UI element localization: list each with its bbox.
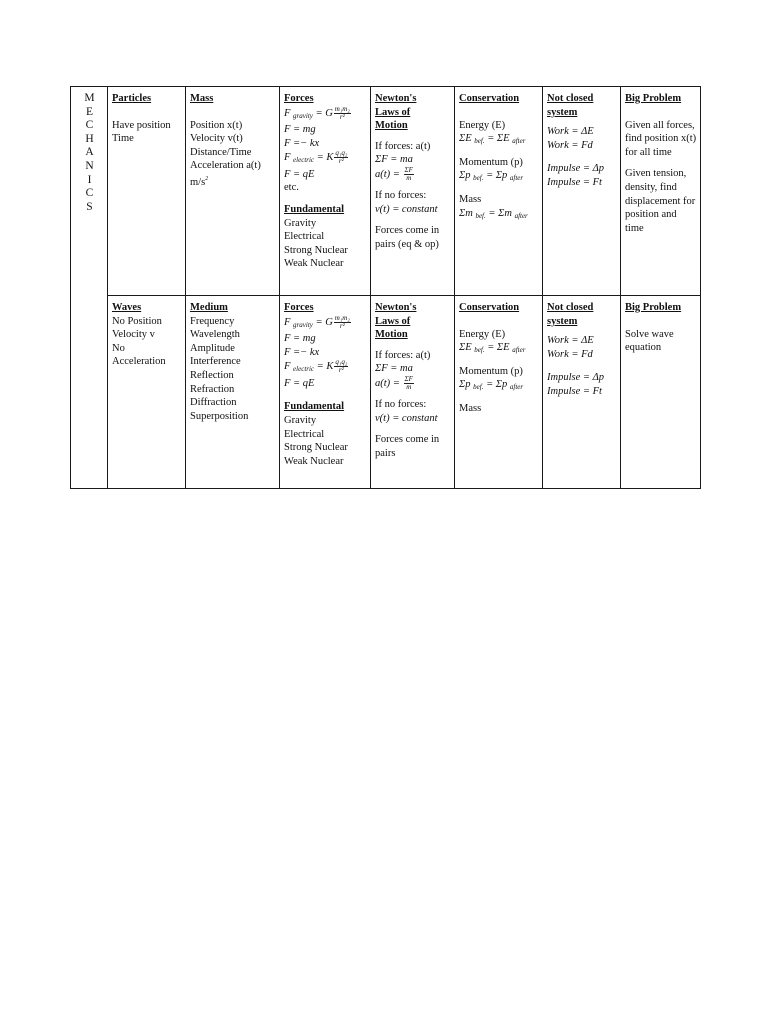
impulse-force-eq: Impulse = Ft — [547, 176, 602, 188]
big-problem-heading: Big Problem — [625, 302, 682, 313]
mass-line: Velocity v(t) — [190, 133, 243, 145]
big-problem-heading: Big Problem — [625, 93, 682, 104]
electric-force-eq: F $_{electric}$ = K $\frac{\text{q₁q₂}}{\text{r²}}$ — [284, 358, 348, 375]
conservation-heading: Conservation — [459, 93, 520, 104]
waves-cell — [108, 296, 186, 489]
fundamental-item: Weak Nuclear — [284, 258, 344, 270]
medium-line: Frequency — [190, 315, 235, 327]
waves-line: Acceleration — [112, 356, 166, 368]
fundamental-item: Weak Nuclear — [284, 455, 344, 467]
spring-eq: F =− kx — [284, 137, 320, 149]
medium-cell — [186, 296, 280, 489]
forces-cell — [280, 87, 371, 296]
energy-conservation-eq: ΣE $_{bef.}$ = ΣE $_{after}$ — [459, 342, 526, 355]
newton-second-law: ΣF = ma — [375, 154, 413, 166]
big-problem-text: Given tension, density, find displacement for position and time — [625, 168, 696, 234]
if-forces-text: If forces: a(t) — [375, 140, 431, 152]
not-closed-heading: Not closed — [547, 93, 594, 104]
mechanics-side-label — [71, 87, 108, 489]
energy-conservation-eq: ΣE $_{bef.}$ = ΣE $_{after}$ — [459, 133, 526, 146]
waves-row — [71, 296, 701, 489]
conservation-heading: Conservation — [459, 302, 520, 313]
particles-heading: Particles — [112, 93, 152, 104]
field-force-eq: F = qE — [284, 377, 315, 389]
conservation-cell — [455, 296, 543, 489]
newtons-laws-heading: Newton's — [375, 93, 417, 104]
forces-pairs-text: pairs (eq & op) — [375, 238, 439, 250]
field-force-eq: F = qE — [284, 168, 315, 180]
not-closed-system-cell: Not closed system Work = ΔE Work = Fd Impulse = Δp Impulse = Ft — [543, 87, 621, 296]
mass-cell — [186, 87, 280, 296]
work-energy-eq: Work = ΔE — [547, 335, 594, 347]
waves-line: No Position — [112, 315, 162, 327]
impulse-momentum-eq: Impulse = Δp — [547, 372, 604, 384]
waves-line: Velocity v — [112, 329, 155, 341]
fundamental-item: Electrical — [284, 231, 325, 243]
forces-heading: Forces — [284, 302, 314, 313]
big-problem-text: Given all forces, find position x(t) for all time — [625, 119, 697, 158]
newtons-laws-heading: Newton's — [375, 302, 417, 313]
forces-pairs-text: Forces come in — [375, 434, 440, 446]
medium-line: Reflection — [190, 369, 234, 381]
fundamental-item: Electrical — [284, 428, 325, 440]
momentum-conservation-eq: Σp $_{bef.}$ = Σp $_{after}$ — [459, 379, 524, 392]
weight-eq: F = mg — [284, 333, 316, 345]
medium-line: Amplitude — [190, 342, 235, 354]
work-energy-eq: Work = ΔE — [547, 126, 594, 138]
big-problem-cell — [621, 87, 701, 296]
not-closed-system-cell: Not closed system Work = ΔE Work = Fd Impulse = Δp Impulse = Ft — [543, 296, 621, 489]
mass-line: Distance/Time — [190, 146, 252, 158]
newtons-laws-cell: Newton's Laws of Motion If forces: a(t) ΣF = ma a(t) = $\frac{\Sigma F}{m}$ If no forces: v(t) = constant Forces come in pairs (eq & op) — [371, 87, 455, 296]
newton-second-law: ΣF = ma — [375, 363, 413, 375]
medium-heading: Medium — [190, 302, 228, 313]
forces-pairs-text: Forces come in — [375, 225, 440, 237]
newtons-laws-cell: Newton's Laws of Motion If forces: a(t) ΣF = ma a(t) = $\frac{\Sigma F}{m}$ If no forces: v(t) = constant Forces come in pairs — [371, 296, 455, 489]
fundamental-heading: Fundamental — [284, 203, 345, 215]
mass-line: Position x(t) — [190, 119, 243, 131]
mass-heading: Mass — [190, 93, 214, 104]
fundamental-item: Strong Nuclear — [284, 442, 348, 454]
mass-conservation-eq: Σm $_{bef.}$ = Σm $_{after}$ — [459, 207, 528, 220]
spring-eq: F =− kx — [284, 346, 320, 358]
fundamental-item: Strong Nuclear — [284, 244, 348, 256]
work-force-eq: Work = Fd — [547, 139, 593, 151]
etc-text: etc. — [284, 182, 299, 194]
forces-cell — [280, 296, 371, 489]
gravity-force-eq: F $_{gravity}$ = G $\frac{\text{m₁m₂}}{\text{r²}}$ — [284, 104, 350, 121]
no-forces-text: If no forces: — [375, 398, 427, 410]
forces-pairs-text: pairs — [375, 447, 396, 459]
impulse-momentum-eq: Impulse = Δp — [547, 163, 604, 175]
waves-line: No — [112, 342, 125, 354]
velocity-constant: v(t) = constant — [375, 412, 438, 424]
momentum-conservation-eq: Σp $_{bef.}$ = Σp $_{after}$ — [459, 170, 524, 183]
waves-heading: Waves — [112, 302, 142, 313]
fundamental-item: Gravity — [284, 217, 317, 229]
mass-line: Acceleration a(t) — [190, 160, 261, 172]
velocity-constant: v(t) = constant — [375, 203, 438, 215]
momentum-label: Momentum (p) — [459, 156, 523, 168]
energy-label: Energy (E) — [459, 328, 506, 340]
particles-row — [71, 87, 701, 296]
particles-line: Have position — [112, 119, 171, 131]
fundamental-heading: Fundamental — [284, 401, 345, 413]
if-forces-text: If forces: a(t) — [375, 349, 431, 361]
medium-line: Interference — [190, 356, 241, 368]
particles-line: Time — [112, 133, 134, 145]
electric-force-eq: F $_{electric}$ = K $\frac{\text{q₁q₂}}{\text{r²}}$ — [284, 149, 348, 166]
acceleration-eq: a(t) = $\frac{\Sigma F}{m}$ — [375, 374, 413, 391]
medium-line: Superposition — [190, 410, 249, 422]
mass-unit: $m/s^2$ — [190, 175, 209, 188]
medium-line: Diffraction — [190, 397, 237, 409]
mass-label: Mass — [459, 402, 482, 414]
not-closed-heading: Not closed — [547, 302, 594, 313]
work-force-eq: Work = Fd — [547, 348, 593, 360]
impulse-force-eq: Impulse = Ft — [547, 385, 602, 397]
vertical-label: M E C H A N I C S — [84, 92, 95, 213]
forces-heading: Forces — [284, 93, 314, 104]
energy-label: Energy (E) — [459, 119, 506, 131]
no-forces-text: If no forces: — [375, 189, 427, 201]
mechanics-table — [70, 86, 701, 489]
gravity-force-eq: F $_{gravity}$ = G $\frac{\text{m₁m₂}}{\text{r²}}$ — [284, 313, 350, 330]
medium-line: Refraction — [190, 383, 235, 395]
momentum-label: Momentum (p) — [459, 365, 523, 377]
fundamental-item: Gravity — [284, 414, 317, 426]
particles-cell — [108, 87, 186, 296]
medium-line: Wavelength — [190, 329, 240, 341]
conservation-cell — [455, 87, 543, 296]
mass-label: Mass — [459, 193, 482, 205]
big-problem-cell — [621, 296, 701, 489]
big-problem-text: Solve wave equation — [625, 328, 674, 354]
weight-eq: F = mg — [284, 124, 316, 136]
acceleration-eq: a(t) = $\frac{\Sigma F}{m}$ — [375, 165, 413, 182]
